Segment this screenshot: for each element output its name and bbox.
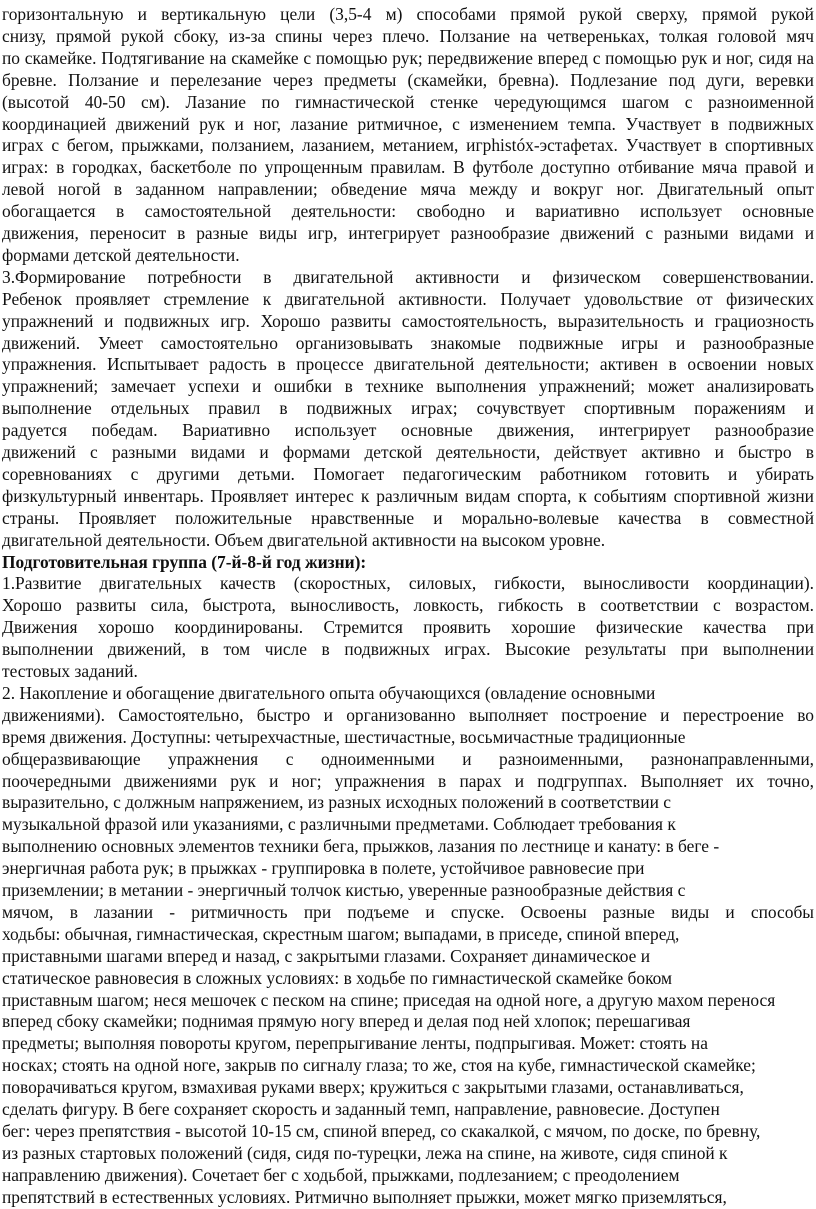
text-line: движений. Умеет самостоятельно организовывать знакомые подвижные игры и разнообразные xyxy=(2,332,814,353)
text-line: из разных стартовых положений (сидя, сидя по-турецки, лежа на спине, на животе, сидя спиной к xyxy=(2,1142,728,1163)
text-line: играх: в городках, баскетболе по упрощенным правилам. В футболе доступно отбивание мяча правой и xyxy=(2,157,814,178)
text-line: формами детской деятельности. xyxy=(2,244,240,265)
text-line: сделать фигуру. В беге сохраняет скорость и заданный темп, направление, равновесие. Доступен xyxy=(2,1099,720,1119)
text-line: 2. Накопление и обогащение двигательного опыта обучающихся (овладение основными xyxy=(2,682,656,703)
text-line: общеразвивающие упражнения с одноименными и разноименными, разнонаправленными, xyxy=(2,748,814,769)
text-line: мячом, в лазании - ритмичность при подъеме и спуске. Освоены разные виды и способы xyxy=(2,901,814,922)
text-line: 1.Развитие двигательных качеств (скоростных, силовых, гибкости, выносливости координации). xyxy=(2,573,814,594)
text-line: направлению движения). Сочетает бег с ходьбой, прыжками, подлезанием; с преодолением xyxy=(2,1164,680,1185)
text-line: радуется победам. Вариативно использует основные движения, интегрирует разнообразие xyxy=(2,420,814,441)
section-heading: Подготовительная группа (7-й-8-й год жизни): xyxy=(2,551,367,572)
text-line: движения, переносит в разные виды игр, интегрирует разнообразие движений с разными видами и xyxy=(2,223,814,243)
text-line: Ребенок проявляет стремление к двигательной активности. Получает удовольствие от физических xyxy=(2,288,814,309)
text-line: вперед сбоку скамейки; поднимая прямую ногу вперед и делая под ней хлопок; перешагивая xyxy=(2,1011,691,1032)
text-line: выполнению основных элементов техники бега, прыжков, лазания по лестнице и канату: в беге - xyxy=(2,836,720,857)
text-line: играх с бегом, прыжками, ползанием, лазанием, метанием, игрhistóx-эстафетах. Участвует в спортивных xyxy=(2,135,814,156)
text-line: предметы; выполняя повороты кругом, перепрыгивание ленты, подпрыгивая. Может: стоять на xyxy=(2,1033,708,1054)
text-line: движений с разными видами и формами детской деятельности, действует активно и быстро в xyxy=(2,442,814,462)
text-line: энергичная работа рук; в прыжках - группировка в полете, устойчивое равновесие при xyxy=(2,858,645,879)
text-line: бревне. Ползание и перелезание через предметы (скамейки, бревна). Подлезание под дуги, веревки xyxy=(2,69,814,90)
text-line: приземлении; в метании - энергичный толчок кистью, уверенные разнообразные действия с xyxy=(2,880,686,900)
text-line: по скамейке. Подтягивание на скамейке с помощью рук; передвижение вперед с помощью рук и ног, сидя на xyxy=(2,47,814,68)
text-line: страны. Проявляет положительные нравственные и морально-волевые качества в совместной xyxy=(2,507,814,528)
text-line: ходьбы: обычная, гимнастическая, скрестным шагом; выпадами, в приседе, спиной вперед, xyxy=(2,923,680,944)
text-line: двигательной деятельности. Объем двигательной активности на высоком уровне. xyxy=(2,529,606,550)
text-line: поворачиваться кругом, взмахивая руками вверх; кружиться с закрытыми глазами, останавливаться, xyxy=(2,1077,744,1098)
text-line: приставным шагом; неся мешочек с песком на спине; приседая на одной ноге, а другую махом перенося xyxy=(2,989,776,1010)
text-line: бег: через препятствия - высотой 10-15 см, спиной вперед, со скакалкой, с мячом, по доске, по бревну, xyxy=(2,1120,761,1141)
text-line: выполнение отдельных правил в подвижных играх; сочувствует спортивным поражениям и xyxy=(2,398,814,419)
text-line: упражнений; замечает успехи и ошибки в технике выполнения упражнений; может анализировать xyxy=(2,376,814,397)
text-line: препятствий в естественных условиях. Ритмично выполняет прыжки, может мягко приземляться, xyxy=(2,1186,727,1207)
text-line: тестовых заданий. xyxy=(2,661,138,681)
text-line: левой ногой в заданном направлении; обведение мяча между и вокруг ног. Двигательный опыт xyxy=(2,179,814,200)
text-line: обогащается в самостоятельной деятельности: свободно и вариативно использует основные xyxy=(2,201,814,222)
text-line: координацией движений рук и ног, лазание ритмичное, с изменением темпа. Участвует в подвижных xyxy=(2,113,814,134)
text-line: горизонтальную и вертикальную цели (3,5-4 м) способами прямой рукой сверху, прямой рукой xyxy=(2,4,814,24)
text-line: (высотой 40-50 см). Лазание по гимнастической стенке чередующимся шагом с разноименной xyxy=(2,91,814,112)
text-line: выразительно, с должным напряжением, из разных исходных положений в соответствии с xyxy=(2,792,671,813)
text-line: упражнений и подвижных игр. Хорошо развиты самостоятельность, выразительность и грациозность xyxy=(2,310,814,331)
text-line: Движения хорошо координированы. Стремится проявить хорошие физические качества при xyxy=(2,617,814,638)
text-line: время движения. Доступны: четырехчастные, шестичастные, восьмичастные традиционные xyxy=(2,726,686,747)
text-line: выполнении движений, в том числе в подвижных играх. Высокие результаты при выполнении xyxy=(2,639,814,660)
text-line: поочередными движениями рук и ног; упражнения в парах и подгруппах. Выполняет их точно, xyxy=(2,770,814,791)
text-line: Хорошо развиты сила, быстрота, выносливость, ловкость, гибкость в соответствии с возрастом. xyxy=(2,595,814,616)
text-line: статическое равновесия в сложных условиях: в ходьбе по гимнастической скамейке боком xyxy=(2,967,673,988)
text-line: упражнения. Испытывает радость в процессе двигательной деятельности; активен в освоении новых xyxy=(2,354,814,375)
text-line: 3.Формирование потребности в двигательной активности и физическом совершенствовании. xyxy=(2,266,814,287)
text-line: соревнованиях с другими детьми. Помогает педагогическим работником готовить и убирать xyxy=(2,463,814,484)
text-line: движениями). Самостоятельно, быстро и организованно выполняет построение и перестроение во xyxy=(2,704,814,725)
text-line: физкультурный инвентарь. Проявляет интерес к различным видам спорта, к событиям спортивной жизни xyxy=(2,485,814,506)
text-line: носках; стоять на одной ноге, закрыв по сигналу глаза; то же, стоя на кубе, гимнастической скамейке; xyxy=(2,1055,756,1076)
text-line: музыкальной фразой или указаниями, с различными предметами. Соблюдает требования к xyxy=(2,814,676,835)
text-line: приставными шагами вперед и назад, с закрытыми глазами. Сохраняет динамическое и xyxy=(2,945,651,966)
text-line: снизу, прямой рукой сбоку, из-за спины через плечо. Ползание на четвереньках, толкая головой мяч xyxy=(2,25,814,46)
